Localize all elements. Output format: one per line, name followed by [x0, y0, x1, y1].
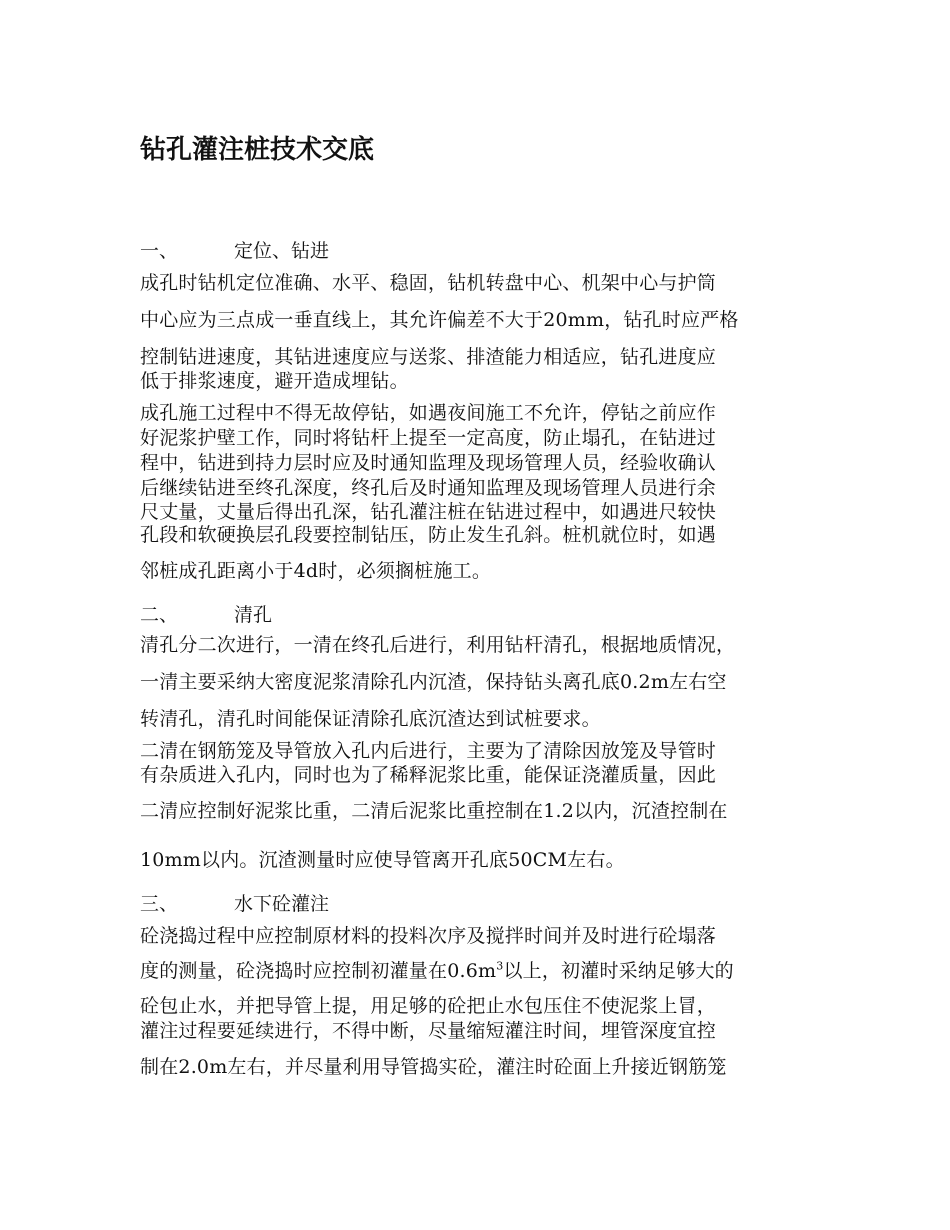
- superscript: 3: [496, 959, 504, 973]
- paragraph-line: 10mm以内。沉渣测量时应使导管离开孔底50CM左右。: [140, 849, 625, 871]
- line-text: 度的测量，砼浇捣时应控制初灌量在0.6m: [140, 960, 497, 982]
- line-text: 以上，初灌时采纳足够大的: [503, 960, 734, 982]
- section-title: 定位、钻进: [234, 240, 330, 262]
- paragraph-line: 二清应控制好泥浆比重，二清后泥浆比重控制在1.2以内，沉渣控制在: [140, 800, 728, 822]
- paragraph-line: 有杂质进入孔内，同时也为了稀释泥浆比重，能保证浇灌质量，因此: [140, 764, 717, 786]
- section-heading: [140, 891, 329, 917]
- section-title: 清孔: [234, 604, 273, 626]
- section-number: 二、: [140, 604, 179, 626]
- paragraph-line: 邻桩成孔距离小于4d时，必须搁桩施工。: [140, 560, 492, 582]
- paragraph-line: 好泥浆护壁工作，同时将钻杆上提至一定高度，防止塌孔，在钻进过: [140, 427, 717, 449]
- paragraph-line: 砼浇捣过程中应控制原材料的投料次序及搅拌时间并及时进行砼塌落: [140, 925, 717, 947]
- section-title: 水下砼灌注: [234, 893, 330, 915]
- paragraph-line: 一清主要采纳大密度泥浆清除孔内沉渣，保持钻头离孔底0.2m左右空: [140, 671, 727, 693]
- paragraph-line: 二清在钢筋笼及导管放入孔内后进行，主要为了清除因放笼及导管时: [140, 740, 717, 762]
- section-heading: [140, 238, 329, 264]
- section-number: 一、: [140, 240, 179, 262]
- section-heading: [140, 602, 272, 628]
- paragraph-line: 清孔分二次进行，一清在终孔后进行，利用钻杆清孔，根据地质情况，: [140, 634, 736, 656]
- paragraph-line: 中心应为三点成一垂直线上，其允许偏差不大于20mm，钻孔时应严格: [140, 309, 739, 331]
- paragraph-line: 制在2.0m左右，并尽量利用导管捣实砼，灌注时砼面上升接近钢筋笼: [140, 1056, 727, 1078]
- paragraph-line: 后继续钻进至终孔深度，终孔后及时通知监理及现场管理人员进行余: [140, 477, 717, 499]
- section-number: 三、: [140, 893, 179, 915]
- paragraph-line: 控制钻进速度，其钻进速度应与送浆、排渣能力相适应，钻孔进度应: [140, 346, 717, 368]
- document-title: 钻孔灌注桩技术交底: [140, 135, 375, 165]
- paragraph-line: 灌注过程要延续进行，不得中断，尽量缩短灌注时间，埋管深度宜控: [140, 1020, 717, 1042]
- paragraph-line: 成孔时钻机定位准确、水平、稳固，钻机转盘中心、机架中心与护筒: [140, 272, 717, 294]
- paragraph-line: 孔段和软硬换层孔段要控制钻压，防止发生孔斜。桩机就位时，如遇: [140, 524, 717, 546]
- paragraph-line: 程中，钻进到持力层时应及时通知监理及现场管理人员，经验收确认: [140, 452, 717, 474]
- paragraph-line: 转清孔，清孔时间能保证清除孔底沉渣达到试桩要求。: [140, 708, 601, 730]
- paragraph-line: [140, 958, 734, 984]
- paragraph-line: 低于排浆速度，避开造成埋钻。: [140, 370, 409, 392]
- paragraph-line: 砼包止水，并把导管上提，用足够的砼把止水包压住不使泥浆上冒，: [140, 995, 717, 1017]
- paragraph-line: 尺丈量，丈量后得出孔深，钻孔灌注桩在钻进过程中，如遇进尺较快: [140, 501, 717, 523]
- paragraph-line: 成孔施工过程中不得无故停钻，如遇夜间施工不允许，停钻之前应作: [140, 402, 717, 424]
